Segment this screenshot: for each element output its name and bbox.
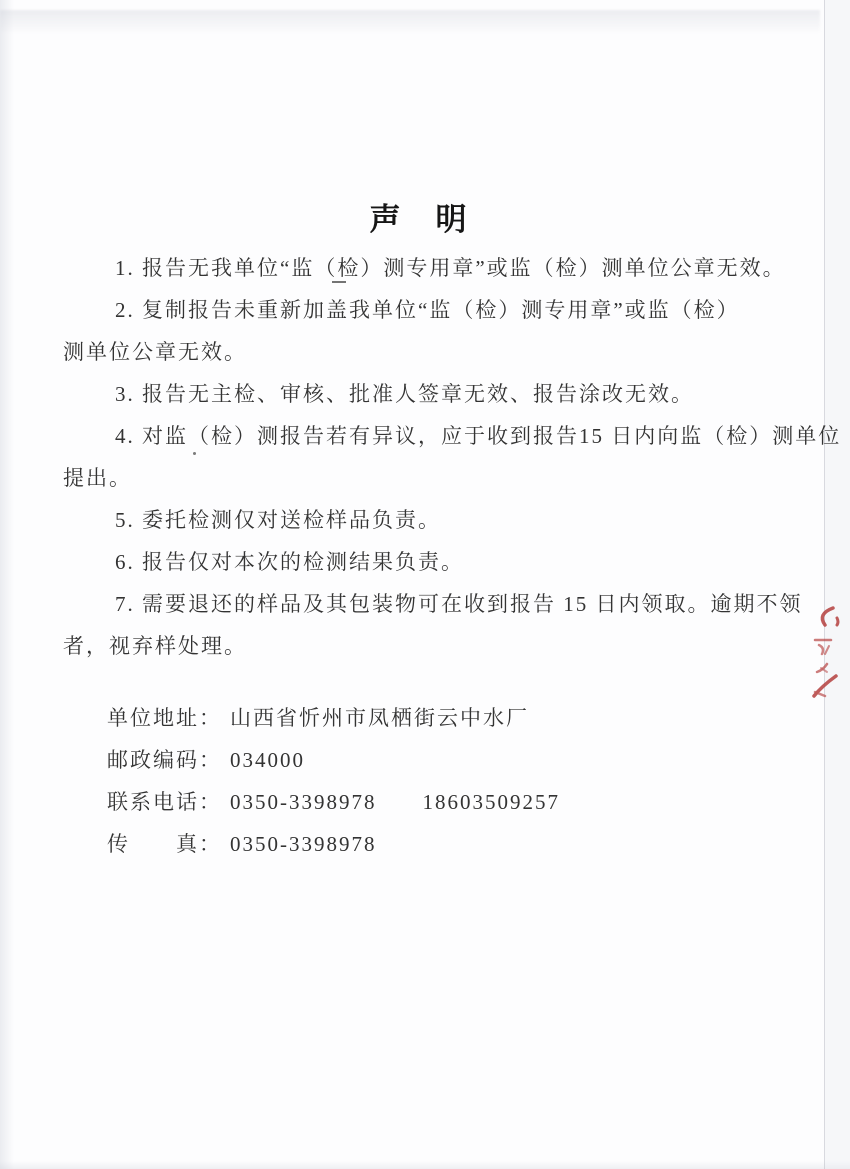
document-content bbox=[63, 0, 842, 865]
contact-label: 邮政编码： bbox=[107, 748, 222, 772]
contact-row bbox=[107, 823, 775, 865]
contact-value: 034000 bbox=[230, 748, 305, 772]
scan-shadow-bottom bbox=[0, 1161, 850, 1169]
statement-line: 提出。 bbox=[63, 466, 132, 490]
statement-line: 4. 对监（检）测报告若有异议，应于收到报告15 日内向监（检）测单位 bbox=[115, 424, 842, 448]
statement-line: 3. 报告无主检、审核、批准人签章无效、报告涂改无效。 bbox=[115, 382, 694, 406]
statement-line: 6. 报告仅对本次的检测结果负责。 bbox=[115, 550, 464, 574]
statement-list bbox=[63, 247, 842, 667]
contact-info bbox=[63, 697, 775, 865]
page-title: 声 明 bbox=[369, 202, 469, 237]
contact-value: 0350-3398978 18603509257 bbox=[230, 790, 560, 814]
paper-edge-outside bbox=[825, 0, 850, 1169]
contact-label: 单位地址： bbox=[107, 706, 222, 730]
contact-value: 山西省忻州市凤栖街云中水厂 bbox=[230, 706, 529, 730]
statement-line: 2. 复制报告未重新加盖我单位“监（检）测专用章”或监（检） bbox=[115, 298, 740, 322]
contact-value: 0350-3398978 bbox=[230, 832, 377, 856]
contact-row bbox=[107, 697, 775, 739]
statement-line: 者，视弃样处理。 bbox=[63, 634, 247, 658]
scan-shadow-left bbox=[0, 0, 14, 1169]
paper-edge-line bbox=[824, 0, 825, 1169]
statement-line: 5. 委托检测仅对送检样品负责。 bbox=[115, 508, 441, 532]
statement-line: 1. 报告无我单位“监（检）测专用章”或监（检）测单位公章无效。 bbox=[115, 256, 786, 280]
statement-line: 7. 需要退还的样品及其包装物可在收到报告 15 日内领取。逾期不领 bbox=[115, 592, 803, 616]
contact-label: 传 真： bbox=[107, 832, 222, 856]
contact-label: 联系电话： bbox=[107, 790, 222, 814]
contact-row bbox=[107, 739, 775, 781]
statement-line: 测单位公章无效。 bbox=[63, 340, 247, 364]
contact-row bbox=[107, 781, 775, 823]
